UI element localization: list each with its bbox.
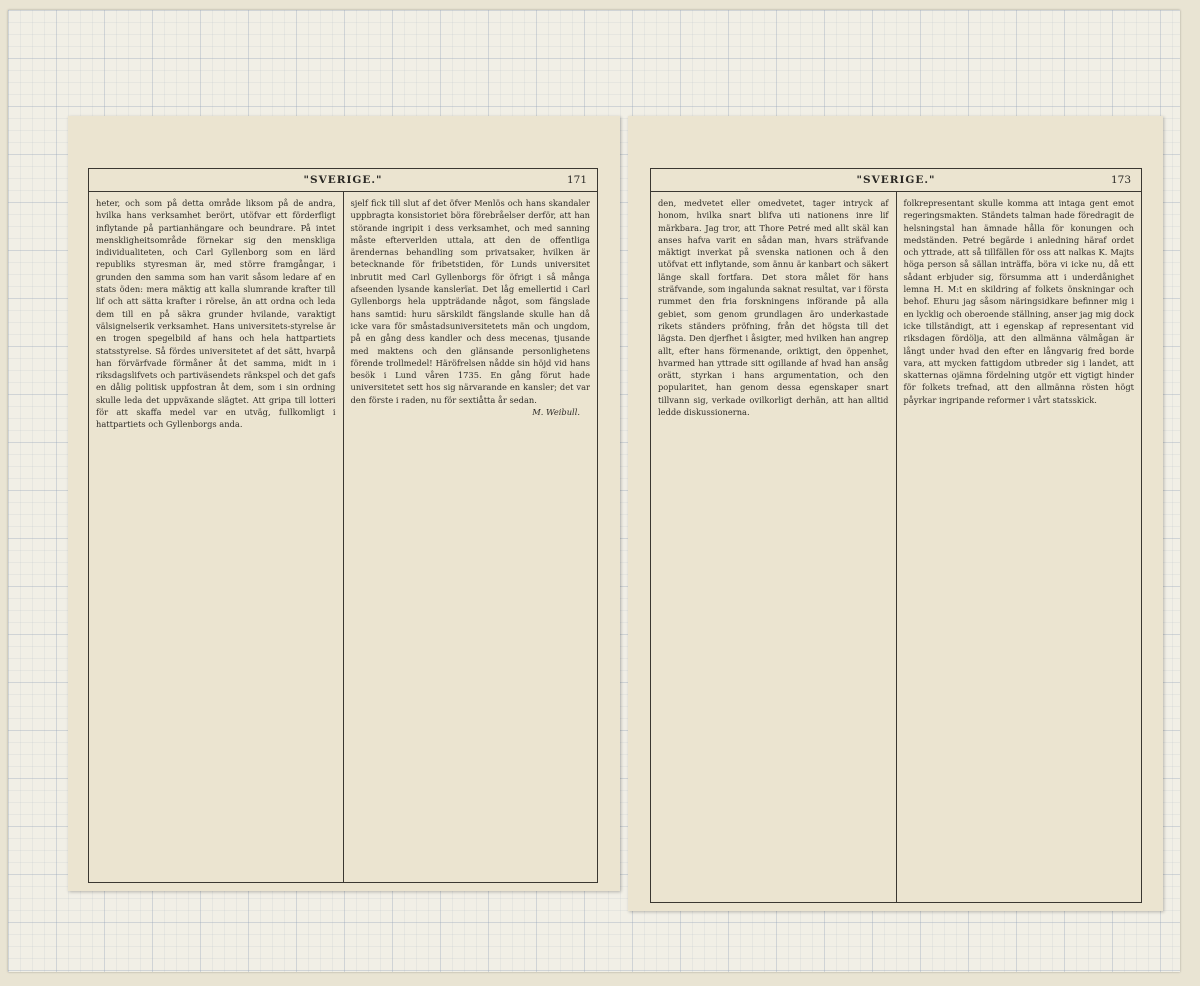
text-columns (651, 192, 1141, 902)
publication-title: "SVERIGE." (856, 174, 936, 186)
column-text: sjelf fick till slut af det öfver Menlös och hans skandaler uppbragta konsistoriet böra förebråelser derför, att han störande ingripit i dess verksamhet, och med sanning måste efterverlden uttala, att den de offentliga ärendernas behandling som privatsaker, hvilken är betecknande för fribetstiden, för Lunds universitet inbrutit med Carl Gyllenborgs för öfrigt i så många afseenden lysande kanslerïat. Det låg emellertid i Carl Gyllenborgs hela uppträdande något, som fängslade hans samtid: huru särskildt fängslande skulle han då icke vara för småstadsuniversitetets män och ungdom, på en gång dess kandler och dess mecenas, tjusande med maktens och den glänsande personlighetens förende trollmedel! Häröfrelsen nådde sin höjd vid hans besök i Lund våren 1735. En gång förut hade universitetet sett hos sig närvarande en kansler; det var den förste i raden, nu för sextiåtta år sedan. (350, 198, 590, 405)
page-number: 171 (566, 174, 587, 186)
newspaper-page-right (628, 116, 1163, 911)
article-signature: M. Weibull. (532, 407, 580, 418)
page-frame (650, 168, 1142, 903)
column-2 (896, 192, 1142, 902)
page-header (651, 169, 1141, 192)
newspaper-page-left (68, 116, 620, 891)
page-frame (88, 168, 598, 883)
column-2 (343, 192, 598, 882)
column-text: heter, och som på detta område liksom på de andra, hvilka hans verksamhet berört, utöfvar ett förderfligt inflytande på partianhängare och beundrare. På intet menskligheitsområde förnekar sig den menskliga individualiteten, och Carl Gyllenborg som en lärd republiks styresman är, med större framgångar, i grunden den samma som han varit såsom ledare af en stats öden: mera mäktig att kalla slumrande krafter till lif och att sätta krafter i rörelse, än att ordna och leda dem till en på säkra grunder hvilande, varaktigt välsignelserik verksamhet. Hans universitets-styrelse är en trogen spegelbild af hans och hela hattpartiets statsstyrelse. Så fördes universitetet af det sätt, hvarpå han förvärfvade förmåner åt det samma, midt in i riksdagslifvets och partiväsendets ränkspel och det gafs en dålig politisk uppfostran åt dem, som i sin ordning skulle leda det uppväxande slägtet. Att gripa till lotteri för att skaffa medel var en utväg, fullkomligt i hattpartiets och Gyllenborgs anda. (96, 198, 336, 430)
column-text: den, medvetet eller omedvetet, tager intryck af honom, hvilka snart blifva uti nationens inre lif märkbara. Jag tror, att Thore Petré med allt skäl kan anses hafva varit en sådan man, hvars sträfvande mäktigt inverkat på svenska nationen och å den utöfvat ett inflytande, som ännu är kanbart och säkert länge skall fortfara. Det stora målet för hans sträfvande, som ingalunda saknat resultat, var i första rummet den fria forskningens införande på alla gebiet, som genom grundlagen äro underkastade rikets ständers pröfning, från det högsta till det lägsta. Den djerfhet i åsigter, med hvilken han angrep allt, efter hans förmenande, oriktigt, den öppenhet, hvarmed han yttrade sitt ogillande af hvad han ansåg orätt, styrkan i hans argumentation, och den popularitet, han genom dessa egenskaper snart tillvann sig, verkade ovilkorligt derhän, att han alltid ledde diskussionerna. (658, 198, 889, 418)
text-columns (89, 192, 597, 882)
publication-title: "SVERIGE." (303, 174, 383, 186)
column-text: folkrepresentant skulle komma att intaga gent emot regeringsmakten. Ständets talman hade föredragit de helsningstal han ämnade hålla för konungen och medständen. Petré begärde i anledning häraf ordet och yttrade, att så tillfällen för oss att nalkas K. Majts höga person så sällan inträffa, böra vi icke nu, då ett sådant erbjuder sig, försumma att i underdånighet lemna H. M:t en skildring af folkets önskningar och behof. Ehuru jag såsom näringsidkare befinner mig i en lycklig och oberoende ställning, anser jag mig dock icke tillständigt, att i egenskap af representant vid riksdagen fördölja, att den allmänna välmågan är långt under hvad den efter en långvarig fred borde vara, att mycken fattigdom utbreder sig i landet, att skatternas ojämna fördelning utgör ett vigtigt hinder för folkets trefnad, att den allmänna rösten högt påyrkar ingripande reformer i vårt statsskick. (903, 198, 1134, 405)
column-1 (651, 192, 896, 902)
column-1 (89, 192, 343, 882)
page-number: 173 (1110, 174, 1131, 186)
page-header (89, 169, 597, 192)
